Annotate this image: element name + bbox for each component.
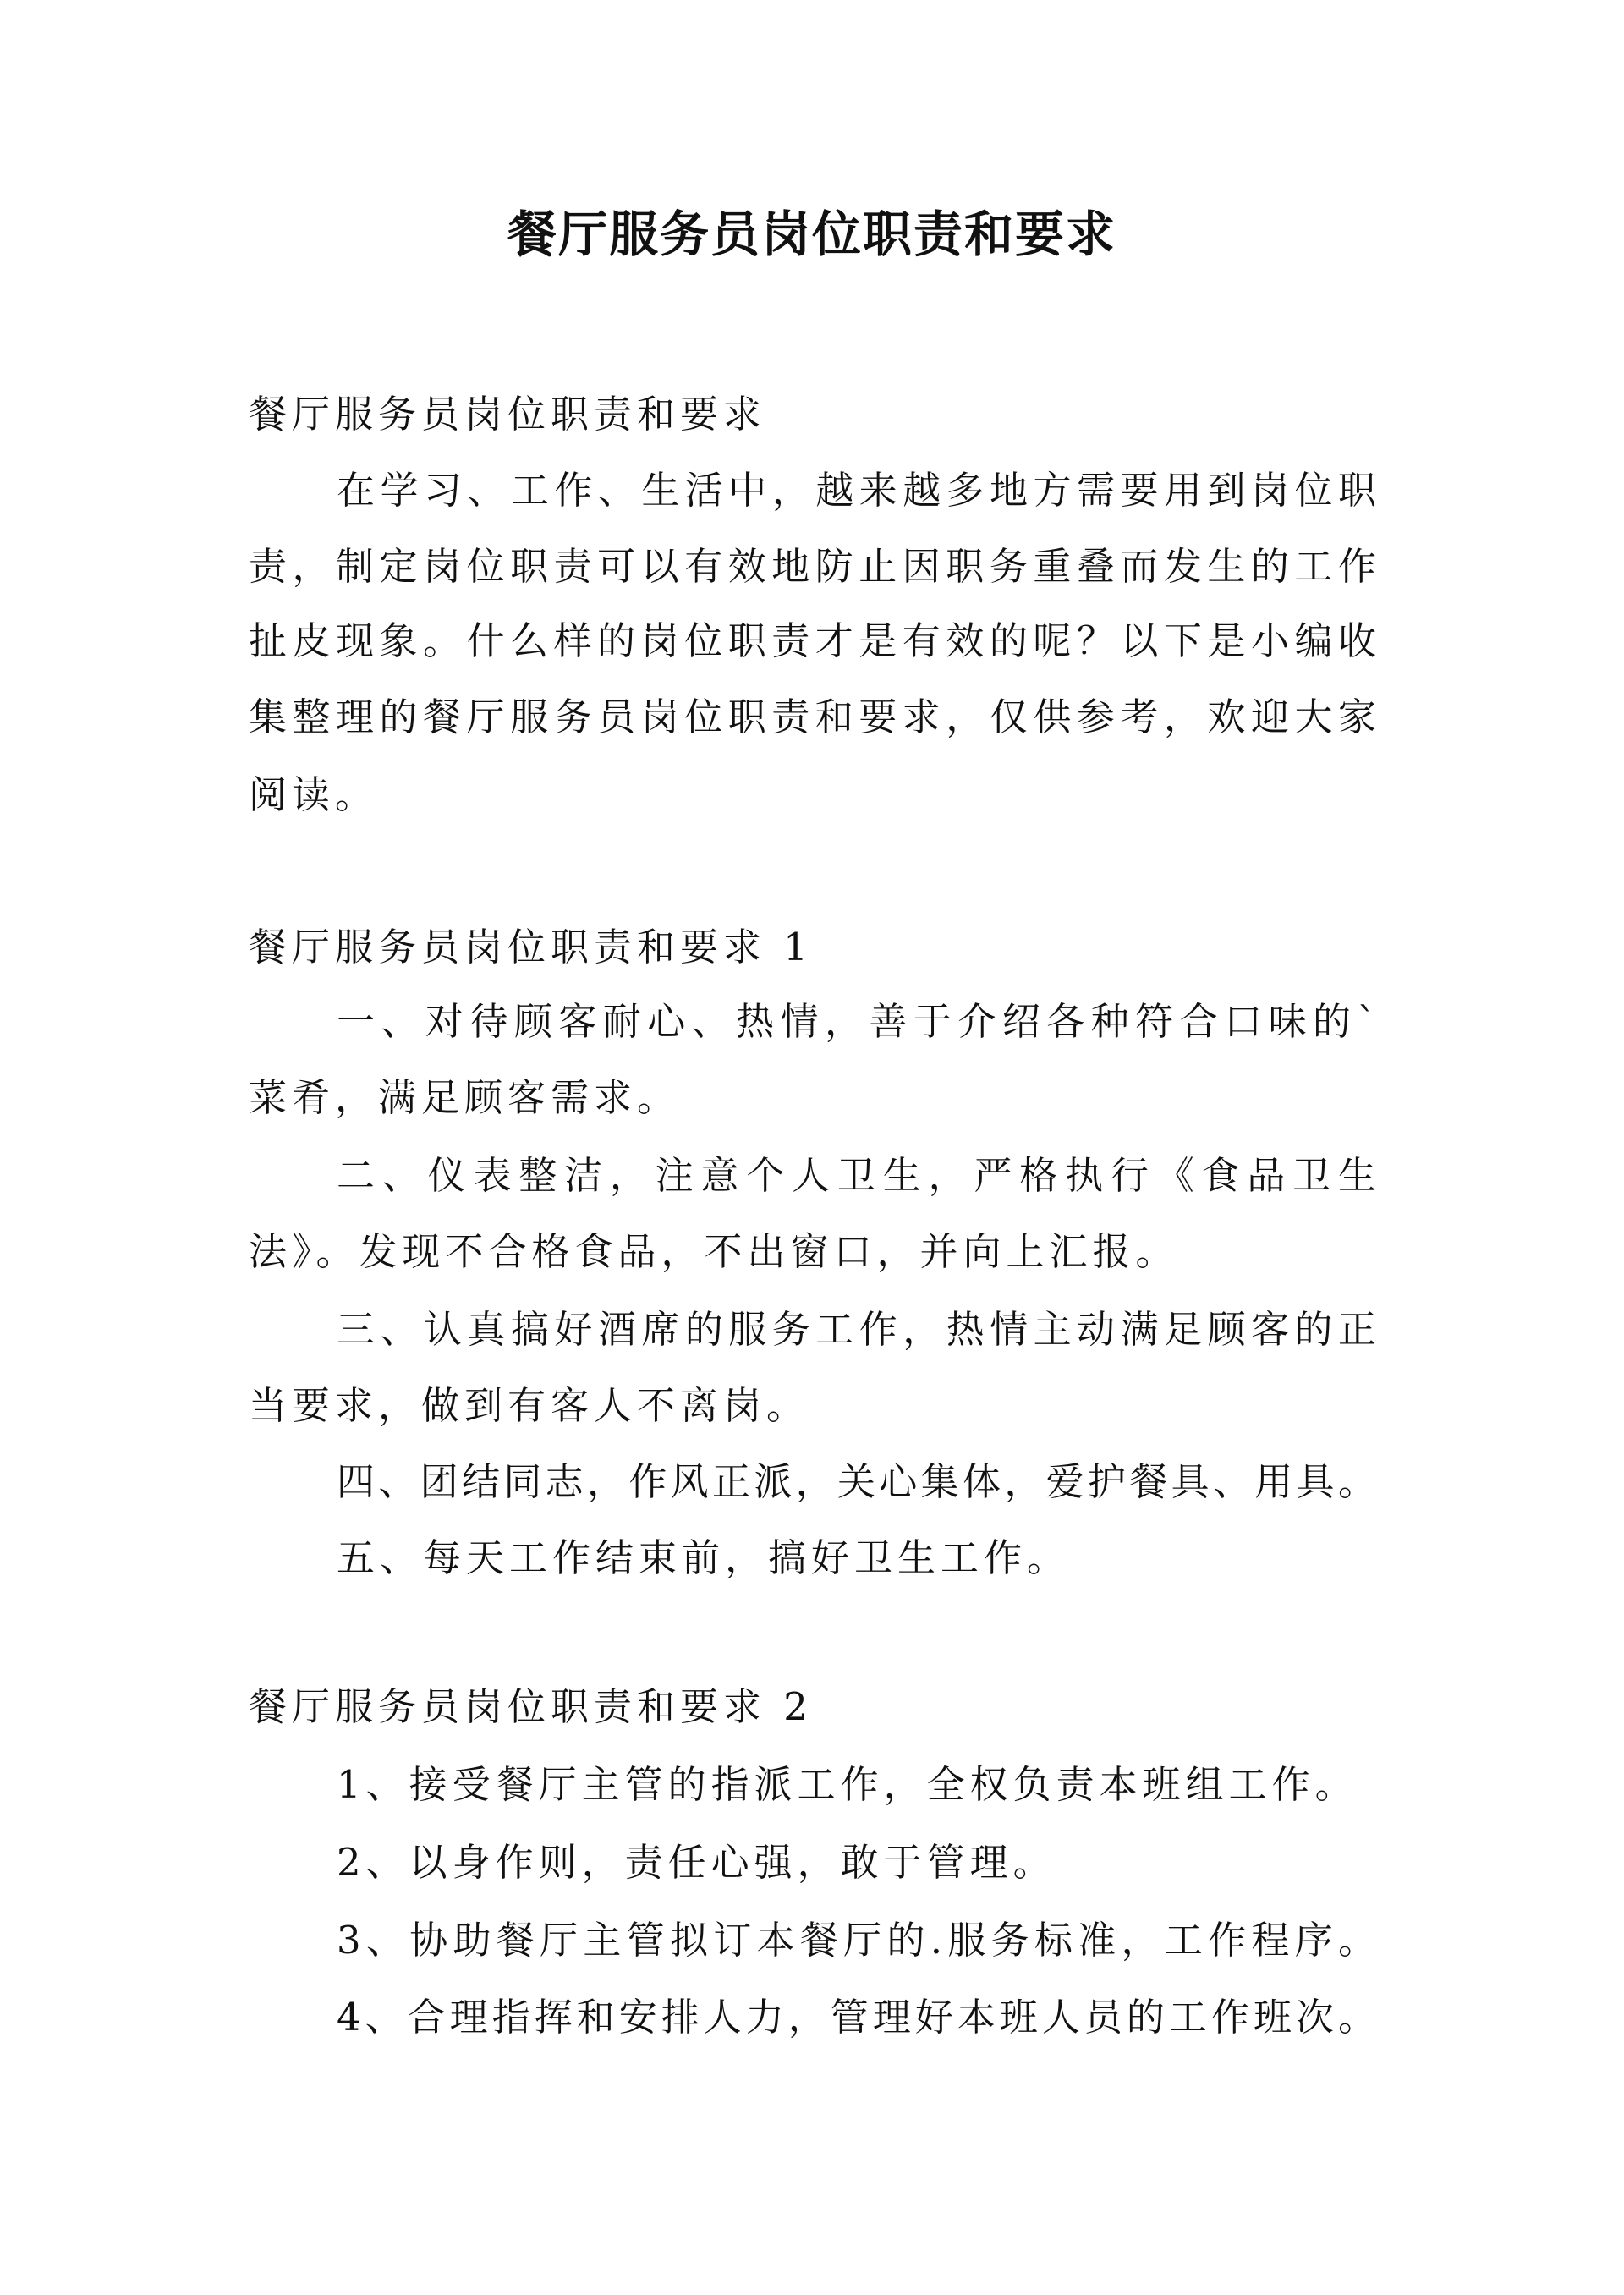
intro-line: 在学习、工作、生活中，越来越多地方需要用到岗位职 (337, 468, 1376, 513)
section-heading: 餐厅服务员岗位职责和要求 2 (249, 1684, 813, 1729)
section-line: 当要求，做到有客人不离岗。 (249, 1383, 810, 1428)
intro-line: 集整理的餐厅服务员岗位职责和要求，仅供参考，欢迎大家 (249, 695, 1376, 739)
intro-line: 扯皮现象。什么样的岗位职责才是有效的呢？以下是小编收 (249, 618, 1376, 663)
intro-line: 责，制定岗位职责可以有效地防止因职务重叠而发生的工作 (249, 544, 1376, 589)
section-line: 法》。发现不合格食品，不出窗口，并向上汇报。 (249, 1229, 1179, 1274)
section-line: 菜肴，满足顾客需求。 (249, 1075, 681, 1120)
section-line: 四、团结同志，作风正派，关心集体，爱护餐具、用具。 (337, 1459, 1376, 1504)
section-line: 五、每天工作结束前，搞好卫生工作。 (337, 1535, 1071, 1580)
section-line: 一、对待顾客耐心、热情，善于介绍各种符合口味的` (337, 999, 1376, 1044)
section-heading: 餐厅服务员岗位职责和要求 1 (249, 925, 813, 969)
section-line: 1、接受餐厅主管的指派工作，全权负责本班组工作。 (337, 1762, 1358, 1807)
intro-line: 阅读。 (249, 772, 379, 817)
section-line: 2、以身作则，责任心强，敢于管理。 (337, 1840, 1056, 1885)
section-line: 二、仪表整洁，注意个人卫生，严格执行《食品卫生 (337, 1153, 1376, 1198)
section-line: 3、协助餐厅主管拟订本餐厅的.服务标准，工作程序。 (337, 1918, 1376, 1963)
section-line: 4、合理指挥和安排人力，管理好本班人员的工作班次。 (337, 1995, 1376, 2040)
document-title: 餐厅服务员岗位职责和要求 (507, 206, 1116, 263)
section-line: 三、认真搞好酒席的服务工作，热情主动满足顾客的正 (337, 1307, 1376, 1352)
document-subtitle: 餐厅服务员岗位职责和要求 (249, 392, 767, 436)
